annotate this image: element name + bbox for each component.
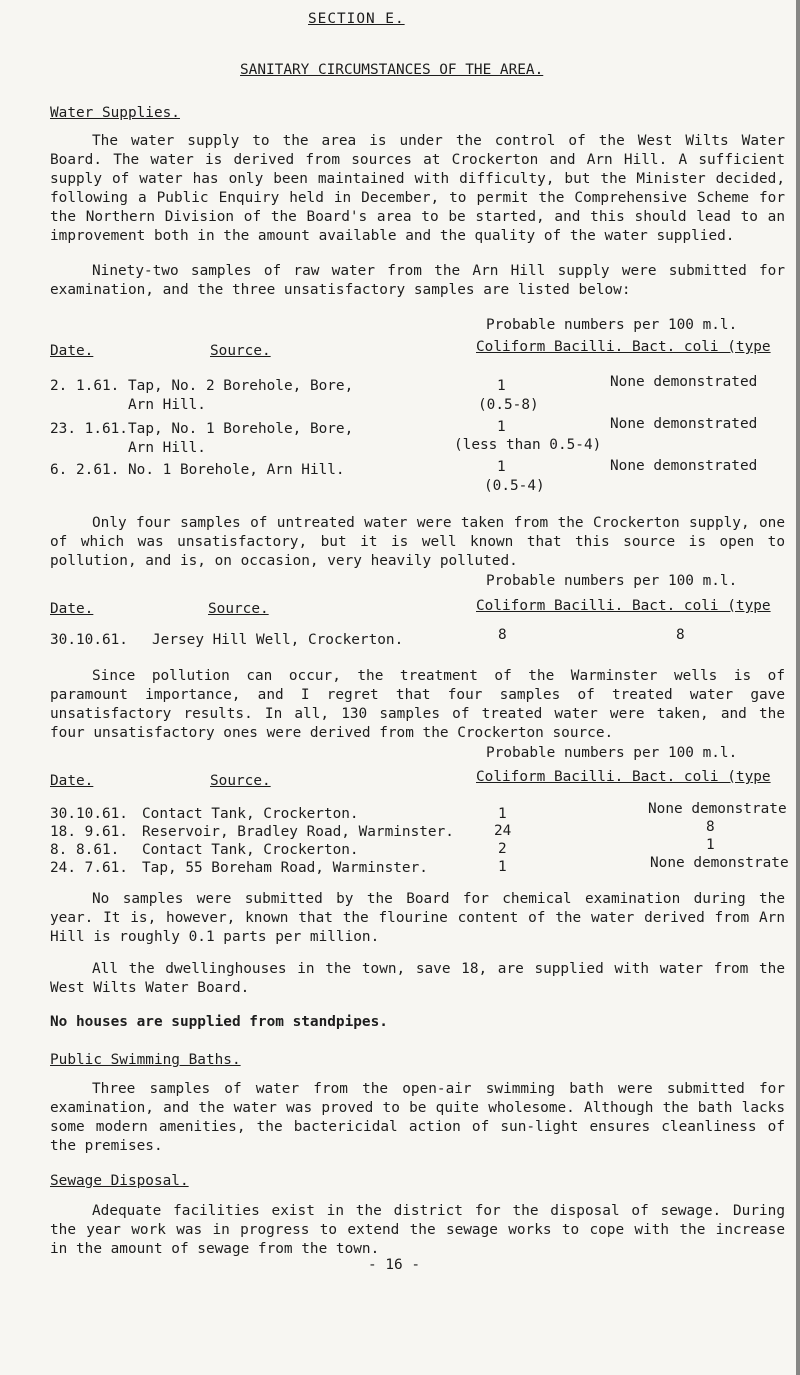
table-row-bact-coli: None demonstrated bbox=[610, 458, 758, 474]
table-row-bact-coli: 1 bbox=[706, 837, 715, 853]
table-row-date: 18. 9.61. bbox=[50, 824, 128, 840]
table-row-bact-coli: None demonstrate bbox=[650, 855, 789, 871]
table-row-bact-coli: 8 bbox=[706, 819, 715, 835]
table-row-coliform: 1 bbox=[497, 459, 506, 475]
page-edge-shadow bbox=[796, 0, 800, 1375]
table-row-date: 30.10.61. bbox=[50, 806, 128, 822]
paragraph-chemical-examination: No samples were submitted by the Board for chemical examination during the year. It is, however, known that the flourine content of the water derived from Arn Hill is roughly 0.1 parts per million. bbox=[50, 891, 785, 945]
water-supplies-paragraph-2: Ninety-two samples of raw water from the Arn Hill supply were submitted for examination, and the three unsatisfactory samples are listed below: bbox=[50, 263, 785, 298]
table-row-coliform-range: (less than 0.5-4) bbox=[454, 437, 602, 453]
table-row-coliform: 1 bbox=[497, 419, 506, 435]
table3-date-header: Date. bbox=[50, 773, 94, 789]
table-row-coliform: 2 bbox=[498, 841, 507, 857]
table-row-date: 30.10.61. bbox=[50, 632, 128, 648]
paragraph-standpipes: No houses are supplied from standpipes. bbox=[50, 1014, 388, 1030]
table-row-source: Jersey Hill Well, Crockerton. bbox=[152, 632, 404, 648]
table-row-source-line2: Arn Hill. bbox=[128, 397, 206, 413]
paragraph-crockerton-untreated: Only four samples of untreated water were taken from the Crockerton supply, one of which was unsatisfactory, but it is well known that this source is open to pollution, and is, on occasion, very heavily polluted. bbox=[50, 515, 785, 569]
sewage-disposal-paragraph: Adequate facilities exist in the district for the disposal of sewage. During the year work was in progress to extend the sewage works to cope with the increase in the amount of sewage from the town. bbox=[50, 1203, 785, 1257]
table-row-date: 24. 7.61. bbox=[50, 860, 128, 876]
table-row-coliform-range: (0.5-8) bbox=[478, 397, 539, 413]
table1-source-header: Source. bbox=[210, 343, 271, 359]
table1-probable-header: Probable numbers per 100 m.l. bbox=[486, 317, 738, 333]
table-row-coliform: 24 bbox=[494, 823, 512, 839]
table-row-coliform: 8 bbox=[498, 627, 507, 643]
table2-source-header: Source. bbox=[208, 601, 269, 617]
table-row-bact-coli: None demonstrated bbox=[610, 416, 758, 432]
section-title: SECTION E. bbox=[308, 11, 405, 27]
table2-coliform-header: Coliform Bacilli. Bact. coli (type bbox=[476, 598, 771, 614]
table-row-date: 2. 1.61. bbox=[50, 378, 120, 394]
table3-coliform-header: Coliform Bacilli. Bact. coli (type bbox=[476, 769, 771, 785]
table-row-date: 6. 2.61. bbox=[50, 462, 120, 478]
table-row-source: Contact Tank, Crockerton. bbox=[142, 842, 359, 858]
table-row-coliform: 1 bbox=[498, 806, 507, 822]
table3-source-header: Source. bbox=[210, 773, 271, 789]
table-row-date: 8. 8.61. bbox=[50, 842, 120, 858]
table2-date-header: Date. bbox=[50, 601, 94, 617]
table-row-date: 23. 1.61. bbox=[50, 421, 128, 437]
water-supplies-paragraph-1: The water supply to the area is under the control of the West Wilts Water Board. The water is derived from sources at Crockerton and Arn Hill. A sufficient supply of water has only been maintained with difficulty, but the Minister decided, following a Public Enquiry held in December, to permit the Comprehensive Scheme for the Northern Division of the Board's area to be started, and this should lead to an improvement both in the amount available and the quality of the water supplied. bbox=[50, 133, 785, 244]
table1-date-header: Date. bbox=[50, 343, 94, 359]
table-row-source: Tap, No. 2 Borehole, Bore, bbox=[128, 378, 354, 394]
page-number: - 16 - bbox=[368, 1257, 420, 1273]
table-row-bact-coli: None demonstrated bbox=[610, 374, 758, 390]
paragraph-warminster-treatment: Since pollution can occur, the treatment of the Warminster wells is of paramount importance, and I regret that four samples of treated water gave unsatisfactory results. In all, 130 samples of treated water were taken, and the four unsatisfactory ones were derived from the Crockerton source. bbox=[50, 668, 785, 741]
table2-probable-header: Probable numbers per 100 m.l. bbox=[486, 573, 738, 589]
table-row-bact-coli: 8 bbox=[676, 627, 685, 643]
table3-probable-header: Probable numbers per 100 m.l. bbox=[486, 745, 738, 761]
paragraph-dwellinghouses: All the dwellinghouses in the town, save 18, are supplied with water from the West Wilts Water Board. bbox=[50, 961, 785, 996]
sewage-disposal-heading: Sewage Disposal. bbox=[50, 1173, 189, 1189]
table-row-source: Tap, No. 1 Borehole, Bore, bbox=[128, 421, 354, 437]
water-supplies-heading: Water Supplies. bbox=[50, 105, 180, 121]
section-subtitle: SANITARY CIRCUMSTANCES OF THE AREA. bbox=[240, 62, 544, 78]
table-row-source: Reservoir, Bradley Road, Warminster. bbox=[142, 824, 454, 840]
table-row-coliform: 1 bbox=[497, 378, 506, 394]
table-row-source: Contact Tank, Crockerton. bbox=[142, 806, 359, 822]
table1-coliform-header: Coliform Bacilli. Bact. coli (type bbox=[476, 339, 771, 355]
table-row-source-line2: Arn Hill. bbox=[128, 440, 206, 456]
swimming-baths-heading: Public Swimming Baths. bbox=[50, 1052, 241, 1068]
table-row-source: Tap, 55 Boreham Road, Warminster. bbox=[142, 860, 428, 876]
table-row-coliform-range: (0.5-4) bbox=[484, 478, 545, 494]
swimming-baths-paragraph: Three samples of water from the open-air swimming bath were submitted for examination, and the water was proved to be quite wholesome. Although the bath lacks some modern amenities, the bactericidal action of sun-light ensures cleanliness of the premises. bbox=[50, 1081, 785, 1154]
table-row-coliform: 1 bbox=[498, 859, 507, 875]
table-row-source: No. 1 Borehole, Arn Hill. bbox=[128, 462, 345, 478]
table-row-bact-coli: None demonstrate bbox=[648, 801, 787, 817]
